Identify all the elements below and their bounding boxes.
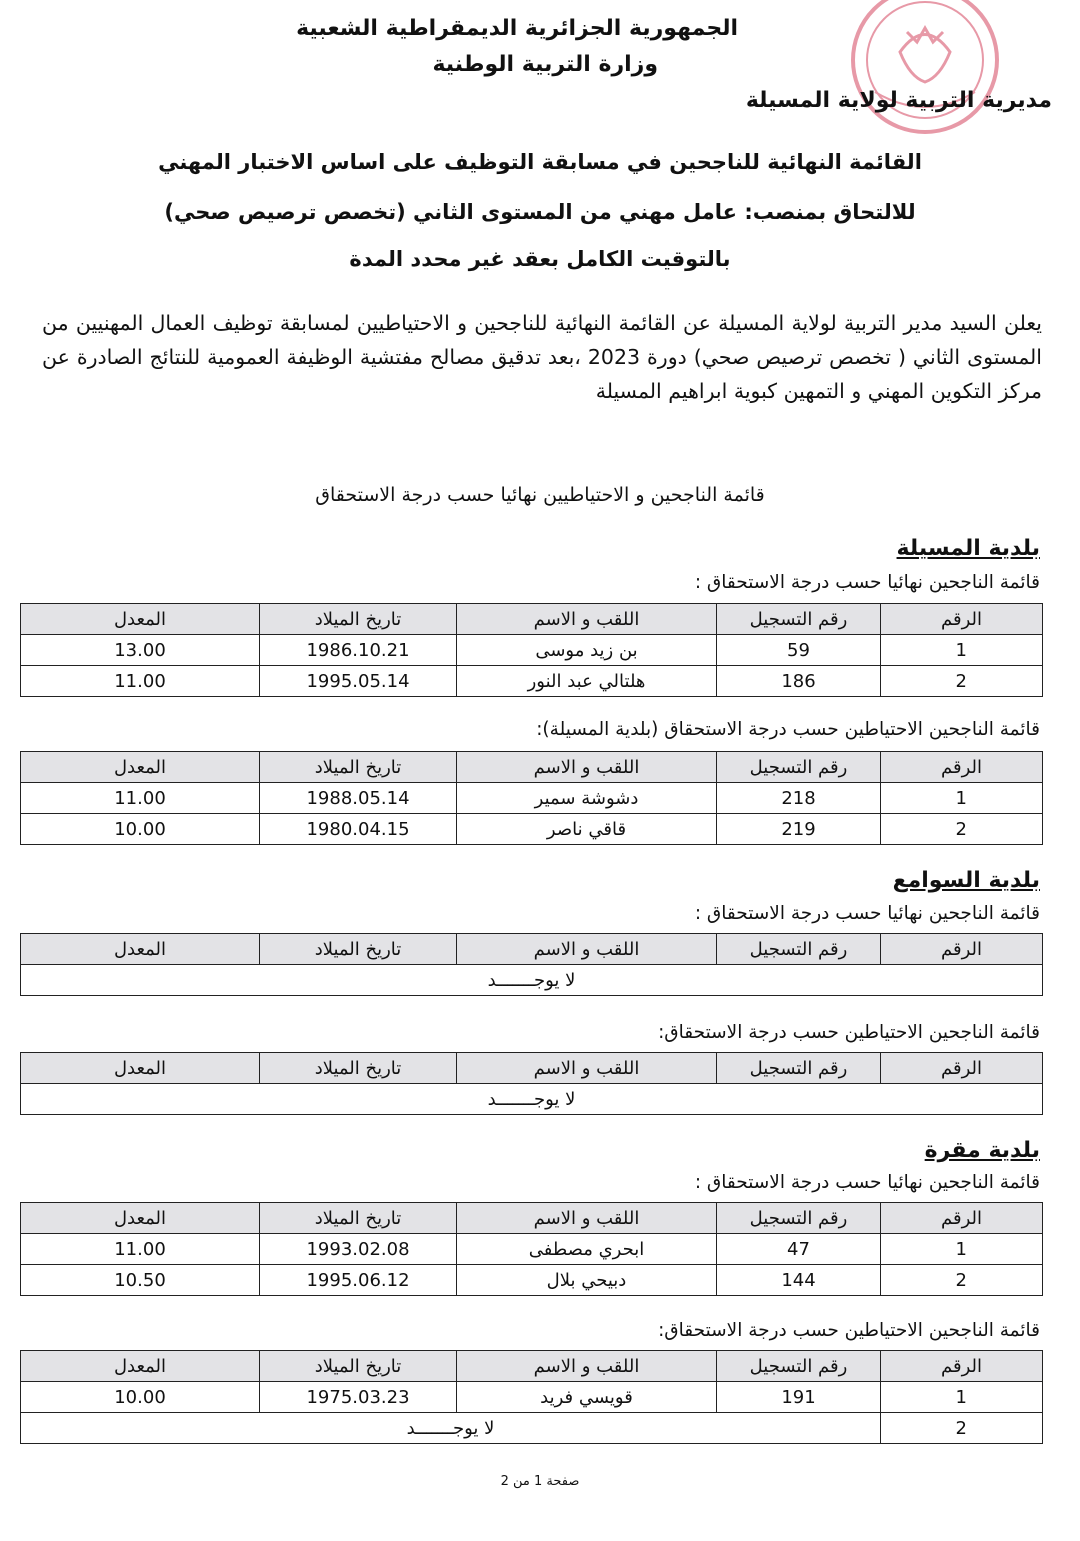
cell-number: 1 — [881, 635, 1043, 666]
col-header-average: المعدل — [21, 752, 260, 783]
cell-birthdate: 1975.03.23 — [260, 1382, 457, 1413]
col-header-name: اللقب و الاسم — [457, 1053, 717, 1084]
winners-table — [20, 603, 1043, 697]
cell-registration: 218 — [717, 783, 881, 814]
none-notice: لا يوجـــــــد — [21, 1413, 881, 1444]
col-header-registration: رقم التسجيل — [717, 1203, 881, 1234]
table-header-row — [21, 752, 1043, 783]
cell-number: 2 — [881, 1413, 1043, 1444]
col-header-number: الرقم — [881, 752, 1043, 783]
col-header-registration: رقم التسجيل — [717, 1053, 881, 1084]
col-header-registration: رقم التسجيل — [717, 604, 881, 635]
col-header-name: اللقب و الاسم — [457, 934, 717, 965]
cell-average: 10.00 — [21, 814, 260, 845]
table-header-row — [21, 934, 1043, 965]
reserves-table — [20, 751, 1043, 845]
cell-registration: 186 — [717, 666, 881, 697]
cell-registration: 144 — [717, 1265, 881, 1296]
cell-number: 1 — [881, 1234, 1043, 1265]
winners-label: قائمة الناجحين نهائيا حسب درجة الاستحقاق : — [694, 903, 1040, 924]
cell-birthdate: 1986.10.21 — [260, 635, 457, 666]
cell-number: 2 — [881, 666, 1043, 697]
col-header-birthdate: تاريخ الميلاد — [260, 934, 457, 965]
winners-label: قائمة الناجحين نهائيا حسب درجة الاستحقاق : — [694, 572, 1040, 593]
col-header-birthdate: تاريخ الميلاد — [260, 1053, 457, 1084]
table-row — [21, 1084, 1043, 1115]
cell-registration: 219 — [717, 814, 881, 845]
table-row — [21, 965, 1043, 996]
cell-name: دبيحي بلال — [457, 1265, 717, 1296]
ministry-name: وزارة التربية الوطنية — [432, 52, 658, 77]
table-header-row — [21, 604, 1043, 635]
reserves-table — [20, 1350, 1043, 1444]
table-row — [21, 666, 1043, 697]
cell-birthdate: 1988.05.14 — [260, 783, 457, 814]
cell-number: 1 — [881, 1382, 1043, 1413]
col-header-name: اللقب و الاسم — [457, 752, 717, 783]
col-header-birthdate: تاريخ الميلاد — [260, 604, 457, 635]
col-header-average: المعدل — [21, 1203, 260, 1234]
col-header-birthdate: تاريخ الميلاد — [260, 752, 457, 783]
municipality-title: بلدية السوامع — [892, 868, 1040, 893]
table-row — [21, 1382, 1043, 1413]
col-header-birthdate: تاريخ الميلاد — [260, 1203, 457, 1234]
table-header-row — [21, 1053, 1043, 1084]
col-header-average: المعدل — [21, 1053, 260, 1084]
col-header-name: اللقب و الاسم — [457, 604, 717, 635]
col-header-number: الرقم — [881, 1203, 1043, 1234]
winners-label: قائمة الناجحين نهائيا حسب درجة الاستحقاق : — [694, 1172, 1040, 1193]
reserves-label: قائمة الناجحين الاحتياطين حسب درجة الاستحقاق: — [658, 1022, 1040, 1043]
table-row — [21, 635, 1043, 666]
municipality-title: بلدية المسيلة — [896, 536, 1040, 561]
col-header-average: المعدل — [21, 1351, 260, 1382]
cell-number: 2 — [881, 814, 1043, 845]
winners-table — [20, 933, 1043, 996]
cell-average: 10.00 — [21, 1382, 260, 1413]
cell-birthdate: 1993.02.08 — [260, 1234, 457, 1265]
cell-registration: 59 — [717, 635, 881, 666]
col-header-name: اللقب و الاسم — [457, 1351, 717, 1382]
winners-table — [20, 1202, 1043, 1296]
title-line-3: بالتوقيت الكامل بعقد غير محدد المدة — [349, 247, 731, 271]
col-header-registration: رقم التسجيل — [717, 934, 881, 965]
cell-name: قويسي فريد — [457, 1382, 717, 1413]
cell-number: 1 — [881, 783, 1043, 814]
table-row — [21, 1413, 1043, 1444]
cell-name: هلتالي عبد النور — [457, 666, 717, 697]
reserves-label: قائمة الناجحين الاحتياطين حسب درجة الاستحقاق (بلدية المسيلة): — [536, 719, 1040, 740]
announcement-paragraph: يعلن السيد مدير التربية لولاية المسيلة عن القائمة النهائية للناجحين و الاحتياطيين لمسابقة توظيف العمال المهنيين من المستوى الثاني ( تخصص ترصيص صحي) دورة 2023 ،بعد تدقيق مصالح مفتشية الوظيفة العمومية للنتائج الصادرة عن مركز التكوين المهني و التمهين كبوية ابراهيم المسيلة — [42, 311, 1042, 403]
cell-birthdate: 1995.05.14 — [260, 666, 457, 697]
municipality-title: بلدية مقرة — [924, 1138, 1040, 1163]
republic-name: الجمهورية الجزائرية الديمقراطية الشعبية — [296, 16, 738, 41]
reserves-table — [20, 1052, 1043, 1115]
table-row — [21, 814, 1043, 845]
cell-average: 11.00 — [21, 783, 260, 814]
col-header-number: الرقم — [881, 934, 1043, 965]
col-header-name: اللقب و الاسم — [457, 1203, 717, 1234]
cell-average: 11.00 — [21, 1234, 260, 1265]
col-header-average: المعدل — [21, 934, 260, 965]
cell-average: 11.00 — [21, 666, 260, 697]
page-footer: صفحة 1 من 2 — [500, 1474, 580, 1489]
table-row — [21, 783, 1043, 814]
cell-name: دشوشة سمير — [457, 783, 717, 814]
none-notice: لا يوجـــــــد — [21, 965, 1043, 996]
col-header-registration: رقم التسجيل — [717, 1351, 881, 1382]
table-header-row — [21, 1203, 1043, 1234]
reserves-label: قائمة الناجحين الاحتياطين حسب درجة الاستحقاق: — [658, 1320, 1040, 1341]
list-heading: قائمة الناجحين و الاحتياطيين نهائيا حسب درجة الاستحقاق — [315, 484, 765, 506]
cell-registration: 47 — [717, 1234, 881, 1265]
table-row — [21, 1265, 1043, 1296]
col-header-number: الرقم — [881, 1351, 1043, 1382]
cell-number: 2 — [881, 1265, 1043, 1296]
table-header-row — [21, 1351, 1043, 1382]
col-header-registration: رقم التسجيل — [717, 752, 881, 783]
cell-name: قاقي ناصر — [457, 814, 717, 845]
cell-birthdate: 1980.04.15 — [260, 814, 457, 845]
cell-registration: 191 — [717, 1382, 881, 1413]
cell-average: 13.00 — [21, 635, 260, 666]
col-header-number: الرقم — [881, 604, 1043, 635]
col-header-number: الرقم — [881, 1053, 1043, 1084]
official-stamp — [815, 0, 1005, 152]
title-line-1: القائمة النهائية للناجحين في مسابقة التوظيف على اساس الاختبار المهني — [158, 150, 922, 174]
cell-birthdate: 1995.06.12 — [260, 1265, 457, 1296]
cell-average: 10.50 — [21, 1265, 260, 1296]
col-header-birthdate: تاريخ الميلاد — [260, 1351, 457, 1382]
cell-name: بن زيد موسى — [457, 635, 717, 666]
none-notice: لا يوجـــــــد — [21, 1084, 1043, 1115]
cell-name: ابحري مصطفى — [457, 1234, 717, 1265]
col-header-average: المعدل — [21, 604, 260, 635]
table-row — [21, 1234, 1043, 1265]
title-line-2: للالتحاق بمنصب: عامل مهني من المستوى الثاني (تخصص ترصيص صحي) — [164, 200, 916, 224]
directorate-name: مديرية التربية لولاية المسيلة — [745, 88, 1052, 113]
